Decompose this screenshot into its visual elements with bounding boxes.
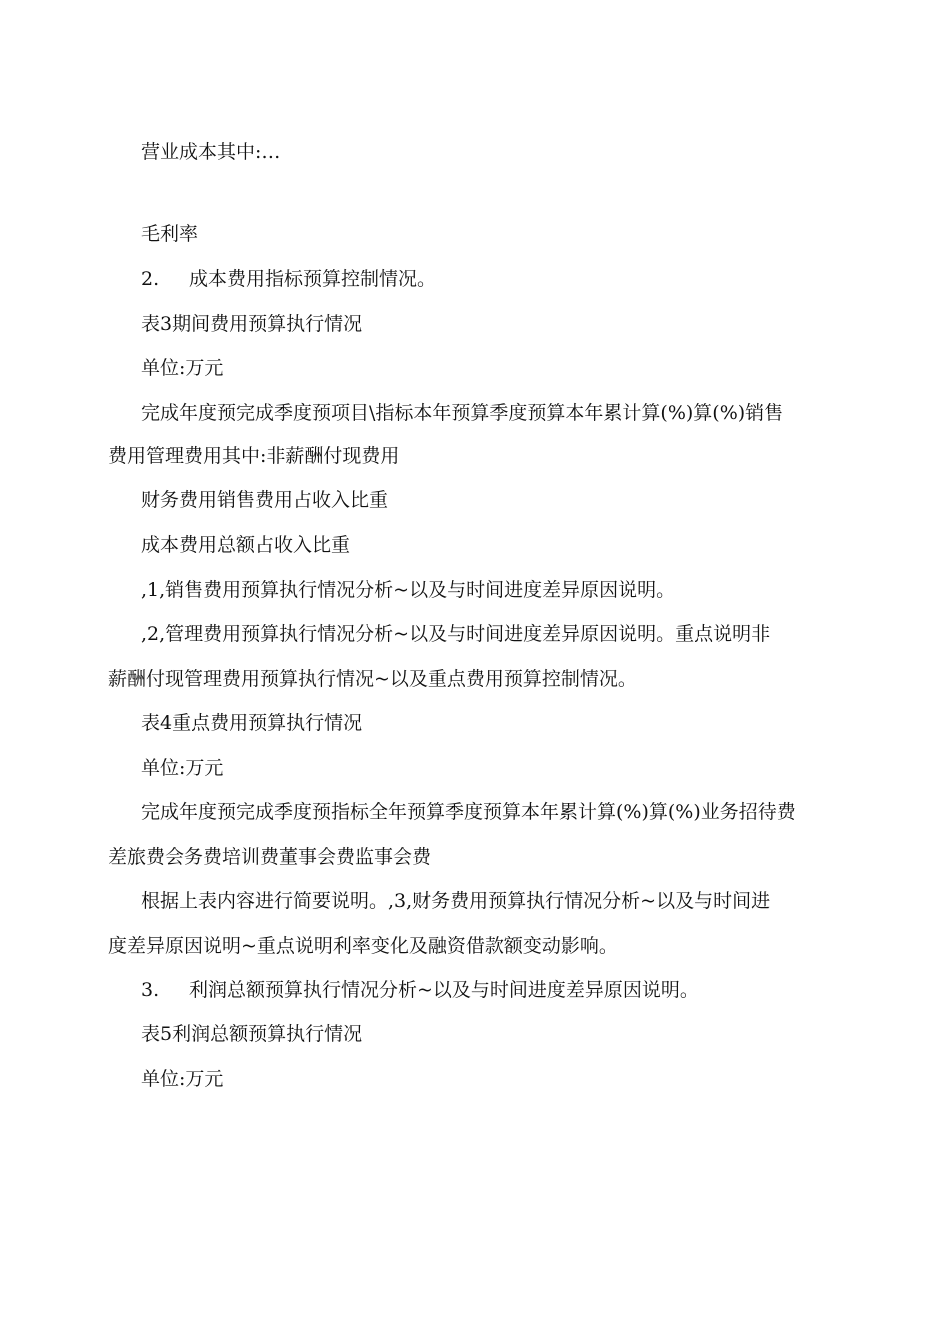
paragraph-admin-expense-line2: 薪酬付现管理费用预算执行情况~以及重点费用预算控制情况。 xyxy=(108,668,637,690)
unit-label: 单位:万元 xyxy=(141,757,224,779)
table-caption-5: 表5利润总额预算执行情况 xyxy=(141,1023,363,1045)
section-heading: 利润总额预算执行情况分析~以及与时间进度差异原因说明。 xyxy=(189,979,699,1001)
section-heading: 成本费用指标预算控制情况。 xyxy=(189,268,437,290)
table-caption-3: 表3期间费用预算执行情况 xyxy=(141,313,363,335)
table-3-header-line1: 完成年度预完成季度预项目\指标本年预算季度预算本年累计算(%)算(%)销售 xyxy=(141,402,784,424)
paragraph-operating-cost: 营业成本其中:… xyxy=(141,141,281,163)
table-4-header-line1: 完成年度预完成季度预指标全年预算季度预算本年累计算(%)算(%)业务招待费 xyxy=(141,801,796,823)
paragraph-sales-expense-analysis: ,1,销售费用预算执行情况分析~以及与时间进度差异原因说明。 xyxy=(141,579,676,601)
paragraph-section-2 xyxy=(141,267,436,291)
paragraph-total-cost-ratio: 成本费用总额占收入比重 xyxy=(141,534,351,556)
paragraph-gross-margin: 毛利率 xyxy=(141,223,199,245)
paragraph-admin-expense-line1: ,2,管理费用预算执行情况分析~以及与时间进度差异原因说明。重点说明非 xyxy=(141,623,771,645)
section-number: 3. xyxy=(141,979,160,1001)
paragraph-finance-analysis-line1: 根据上表内容进行简要说明。,3,财务费用预算执行情况分析~以及与时间进 xyxy=(141,890,771,912)
paragraph-section-3 xyxy=(141,978,699,1002)
unit-label: 单位:万元 xyxy=(141,357,224,379)
section-number: 2. xyxy=(141,268,160,290)
paragraph-finance-expense: 财务费用销售费用占收入比重 xyxy=(141,489,389,511)
table-4-header-line2: 差旅费会务费培训费董事会费监事会费 xyxy=(108,846,432,868)
table-caption-4: 表4重点费用预算执行情况 xyxy=(141,712,363,734)
unit-label: 单位:万元 xyxy=(141,1068,224,1090)
table-3-header-line2: 费用管理费用其中:非薪酬付现费用 xyxy=(108,445,400,467)
paragraph-finance-analysis-line2: 度差异原因说明~重点说明利率变化及融资借款额变动影响。 xyxy=(108,935,618,957)
